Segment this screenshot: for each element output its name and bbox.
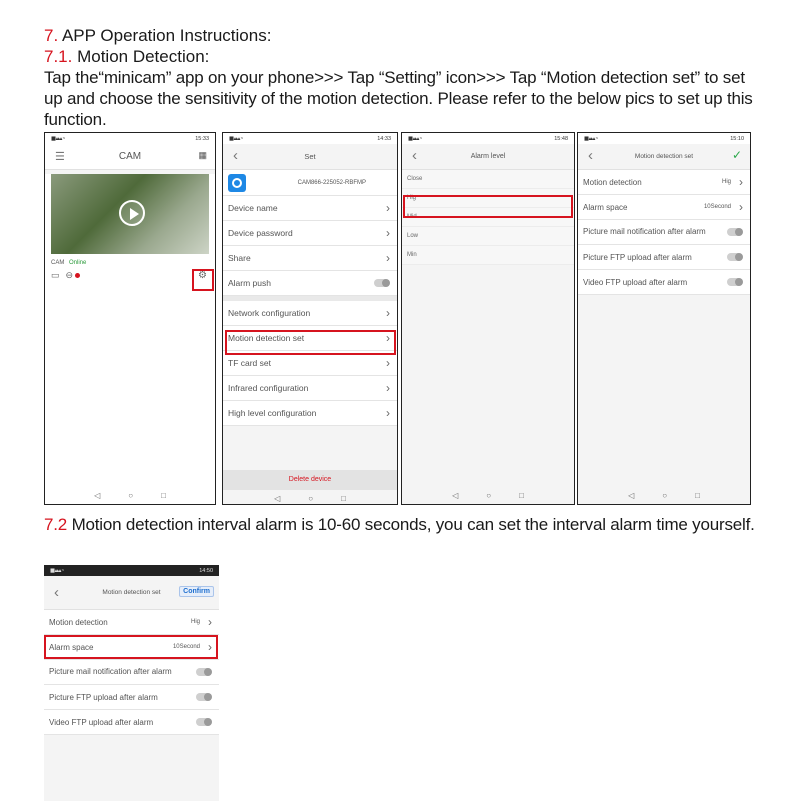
check-icon[interactable]: ✓	[731, 148, 742, 162]
status-time: 15:10	[730, 135, 744, 142]
alarm-push-toggle[interactable]	[374, 279, 389, 287]
page-title: Set	[304, 152, 316, 161]
grid-icon[interactable]: ▦	[198, 150, 207, 160]
row-high-level-configuration[interactable]: High level configuration ›	[223, 401, 397, 426]
highlight-hig	[403, 195, 573, 218]
section-7-title: APP Operation Instructions:	[58, 26, 272, 45]
status-time: 14:33	[377, 135, 391, 142]
chevron-right-icon: ›	[386, 201, 390, 215]
status-bar	[44, 565, 219, 576]
page-title: CAM	[118, 151, 142, 162]
motion-value: Hig	[190, 619, 200, 625]
level-mid[interactable]: Mid	[402, 208, 574, 227]
nav-bar	[45, 486, 215, 504]
row-device-name[interactable]: Device name ›	[223, 196, 397, 221]
row-video-ftp: Video FTP upload after alarm	[44, 710, 219, 735]
status-time: 14:50	[199, 567, 213, 574]
video-ftp-toggle[interactable]	[727, 278, 742, 286]
nav-back-icon[interactable]: ◁	[94, 490, 101, 500]
signal-icon	[584, 136, 597, 142]
instruction-paragraph: Tap the“minicam” app on your phone>>> Tap “Setting” icon>>> Tap “Motion detection set” to set up and choose the sensitivity of the motion detection. Please refer to the below pics to set up this function.	[44, 68, 753, 129]
delete-device-button[interactable]: Delete device	[223, 470, 397, 490]
device-id-row	[223, 170, 397, 196]
menu-icon[interactable]: ☰	[55, 151, 65, 163]
back-arrow-icon[interactable]: ‹	[54, 584, 59, 601]
camera-status: Online	[69, 260, 87, 266]
row-picture-ftp: Picture FTP upload after alarm	[578, 245, 750, 270]
confirm-button[interactable]: Confirm	[179, 586, 214, 597]
chevron-right-icon: ›	[208, 640, 212, 654]
section-7-heading	[44, 25, 271, 46]
row-network-configuration[interactable]: Network configuration ›	[223, 301, 397, 326]
nav-back-icon[interactable]: ◁	[628, 490, 635, 500]
status-time: 15:33	[195, 135, 209, 142]
signal-icon	[51, 136, 64, 142]
motion-header	[578, 144, 750, 170]
screenshot-alarm-level	[401, 132, 575, 505]
section-7-1-number: 7.1.	[44, 47, 73, 66]
camera-info	[45, 254, 215, 266]
row-picture-mail: Picture mail notification after alarm	[578, 220, 750, 245]
alarm-level-header	[402, 144, 574, 170]
page-title: Motion detection set	[102, 589, 161, 596]
picture-ftp-toggle[interactable]	[727, 253, 742, 261]
nav-home-icon[interactable]: ○	[308, 493, 314, 503]
alarm-icon[interactable]: ⊖	[65, 270, 74, 280]
chevron-right-icon: ›	[386, 331, 390, 345]
nav-recent-icon[interactable]: □	[519, 490, 524, 500]
screenshot-set	[222, 132, 398, 505]
picture-mail-toggle[interactable]	[196, 668, 211, 676]
highlight-motion-detection	[225, 330, 396, 355]
row-picture-mail: Picture mail notification after alarm	[44, 660, 219, 685]
status-time: 15:48	[554, 135, 568, 142]
picture-ftp-toggle[interactable]	[196, 693, 211, 701]
back-arrow-icon[interactable]: ‹	[412, 147, 417, 164]
status-bar	[578, 133, 750, 144]
row-share[interactable]: Share ›	[223, 246, 397, 271]
camera-app-icon	[228, 174, 246, 192]
alert-dot-icon	[75, 273, 80, 278]
highlight-alarm-space	[44, 635, 218, 659]
level-low[interactable]: Low	[402, 227, 574, 246]
chevron-right-icon: ›	[739, 200, 743, 214]
chevron-right-icon: ›	[386, 251, 390, 265]
page-title: Motion detection set	[634, 153, 694, 160]
section-7-number: 7.	[44, 26, 59, 45]
nav-recent-icon[interactable]: □	[161, 490, 166, 500]
row-alarm-push: Alarm push	[223, 271, 397, 296]
interval-header	[44, 576, 219, 610]
nav-bar	[402, 486, 574, 504]
signal-icon	[408, 136, 421, 142]
row-device-password[interactable]: Device password ›	[223, 221, 397, 246]
folder-icon[interactable]: ▭	[51, 270, 60, 280]
camera-thumbnail[interactable]	[51, 174, 209, 254]
status-bar	[223, 133, 397, 144]
section-7-1-heading	[44, 46, 209, 67]
screenshot-interval-alarm	[44, 565, 219, 801]
highlight-settings	[192, 269, 214, 291]
chevron-right-icon: ›	[386, 406, 390, 420]
row-video-ftp: Video FTP upload after alarm	[578, 270, 750, 295]
nav-bar	[578, 486, 750, 504]
section-7-2-text: Motion detection interval alarm is 10-60 seconds, you can set the interval alarm time yourself.	[67, 515, 755, 534]
status-bar	[402, 133, 574, 144]
camera-name: CAM	[51, 260, 65, 266]
section-7-1-title: Motion Detection:	[72, 47, 210, 66]
nav-back-icon[interactable]: ◁	[452, 490, 459, 500]
settings-gear-icon[interactable]: ⚙	[198, 270, 207, 281]
nav-recent-icon[interactable]: □	[341, 493, 346, 503]
row-alarm-space[interactable]: Alarm space 10Second ›	[578, 195, 750, 220]
picture-mail-toggle[interactable]	[727, 228, 742, 236]
nav-home-icon[interactable]: ○	[128, 490, 134, 500]
section-7-2-number: 7.2	[44, 515, 68, 534]
status-bar	[45, 133, 215, 144]
nav-home-icon[interactable]: ○	[486, 490, 492, 500]
chevron-right-icon: ›	[386, 381, 390, 395]
cam-header	[45, 144, 215, 170]
row-infrared-configuration[interactable]: Infrared configuration ›	[223, 376, 397, 401]
row-motion-detection[interactable]: Motion detection Hig ›	[578, 170, 750, 195]
chevron-right-icon: ›	[386, 306, 390, 320]
nav-recent-icon[interactable]: □	[695, 490, 700, 500]
level-close[interactable]: Close	[402, 170, 574, 189]
row-alarm-space[interactable]: Alarm space 10Second ›	[44, 635, 219, 660]
section-7-2-paragraph	[44, 514, 764, 535]
chevron-right-icon: ›	[386, 226, 390, 240]
nav-home-icon[interactable]: ○	[662, 490, 668, 500]
motion-value: Hig	[721, 179, 731, 185]
screenshot-cam-list	[44, 132, 216, 505]
alarm-space-value: 10Second	[703, 204, 731, 210]
row-motion-detection-set[interactable]: Motion detection set ›	[223, 326, 397, 351]
signal-icon	[229, 136, 242, 142]
play-icon[interactable]	[119, 200, 145, 226]
level-hig[interactable]: Hig	[402, 189, 574, 208]
back-arrow-icon[interactable]: ‹	[233, 147, 238, 164]
row-tf-card-set[interactable]: TF card set ›	[223, 351, 397, 376]
row-picture-ftp: Picture FTP upload after alarm	[44, 685, 219, 710]
page-title: Alarm level	[470, 153, 506, 160]
video-ftp-toggle[interactable]	[196, 718, 211, 726]
set-header	[223, 144, 397, 170]
signal-icon	[50, 568, 63, 574]
chevron-right-icon: ›	[208, 615, 212, 629]
alarm-space-value: 10Second	[172, 644, 200, 650]
nav-back-icon[interactable]: ◁	[274, 493, 281, 503]
chevron-right-icon: ›	[386, 356, 390, 370]
chevron-right-icon: ›	[739, 175, 743, 189]
row-motion-detection[interactable]: Motion detection Hig ›	[44, 610, 219, 635]
device-id: CAM866-225052-RBFMP	[297, 179, 366, 186]
camera-actions	[45, 266, 215, 285]
level-min[interactable]: Min	[402, 246, 574, 265]
back-arrow-icon[interactable]: ‹	[588, 147, 593, 164]
screenshot-motion-detection-set	[577, 132, 751, 505]
nav-bar	[223, 492, 397, 504]
